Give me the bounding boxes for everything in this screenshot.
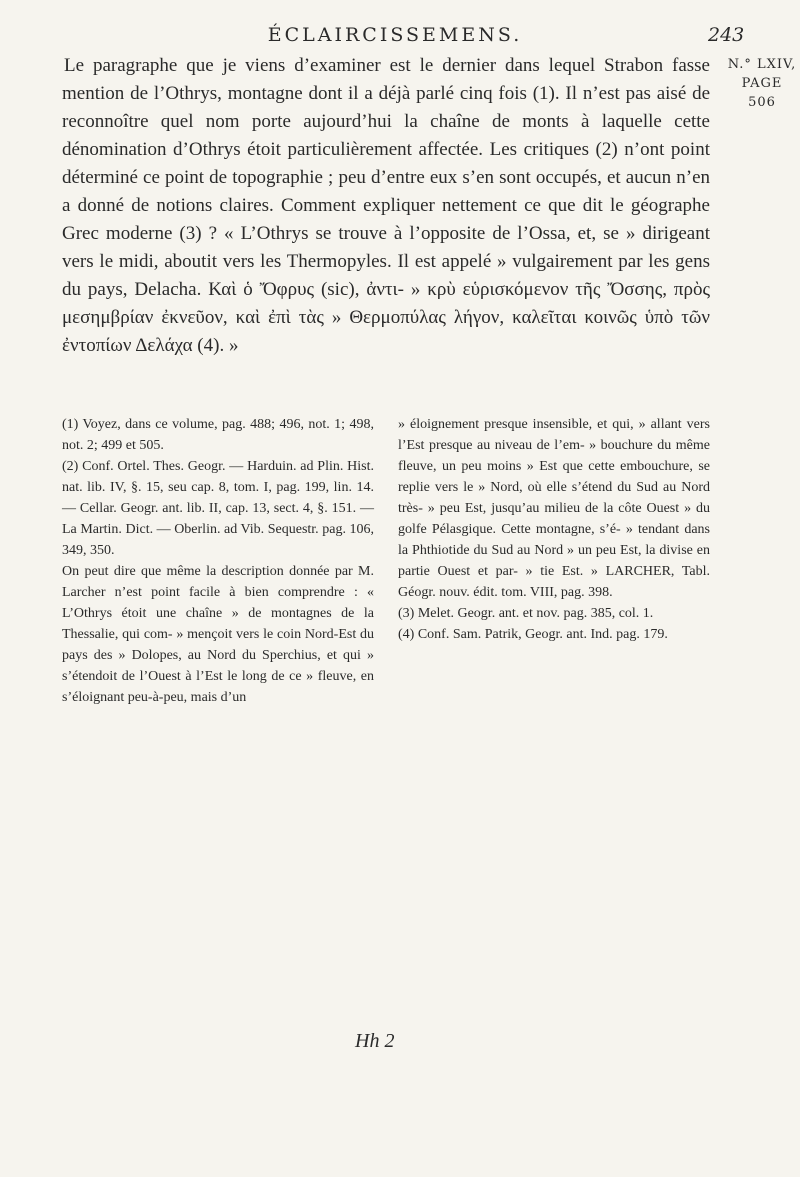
footnote-2: (2) Conf. Ortel. Thes. Geogr. — Harduin. ad Plin. Hist. nat. lib. IV, §. 15, seu cap. 8, tom. I, pag. 199, lin. 14. — Cellar. Geogr. ant. lib. II, cap. 13, sect. 4, §. 151. — La Martin. Dict. — Oberlin. ad Vib. Sequestr. pag. 106, 349, 350. (62, 459, 374, 558)
margin-reference (727, 55, 797, 112)
margin-reference-line-1: N.° LXIV, (727, 57, 797, 72)
footnotes-right-column (398, 414, 710, 708)
page-number: 243 (708, 24, 745, 46)
margin-reference-line-2: PAGE 506 (741, 76, 783, 110)
running-header-title: ÉCLAIRCISSEMENS. (267, 24, 523, 46)
footnote-1: (1) Voyez, dans ce volume, pag. 488; 496, not. 1; 498, not. 2; 499 et 505. (62, 417, 374, 453)
footnote-4: (4) Conf. Sam. Patrik, Geogr. ant. Ind. pag. 179. (398, 627, 668, 642)
main-paragraph: Le paragraphe que je viens d’examiner est le dernier dans lequel Strabon fasse mention de l’Othrys, montagne dont il a déjà parlé cinq fois (1). Il n’est pas aisé de reconnoître quel nom porte aujourd’hui la chaîne de monts à laquelle cette dénomination d’Othrys étoit particulièrement affectée. Les critiques (2) n’ont point déterminé ce point de topographie ; peu d’entre eux s’en sont occupés, et aucun n’en a donné de notions claires. Comment expliquer nettement ce que dit le géographe Grec moderne (3) ? « L’Othrys se trouve à l’opposite de l’Ossa, et, se » dirigeant vers le midi, aboutit vers les Thermopyles. Il est appelé » vulgairement par les gens du pays, Delacha. Καὶ ὁ Ὄφρυς (sic), ἀντι- » κρὺ εὑρισκόμενον τῆς Ὄσσης, πρὸς μεσημβρίαν ἐκνεῦον, καὶ ἐπὶ τὰς » Θερμοπύλας λήγον, καλεῖται κοινῶς ὑπὸ τῶν ἐντοπίων Δελάχα (4). » (62, 55, 710, 356)
main-text (62, 52, 710, 360)
footnotes-left-column (62, 414, 374, 708)
footnote-2-continued: On peut dire que même la description donnée par M. Larcher n’est point facile à bien comprendre : « L’Othrys étoit une chaîne » de montagnes de la Thessalie, qui com- » mençoit vers le coin Nord-Est du pays des » Dolopes, au Nord du Sperchius, et qui » s’étendoit de l’Ouest à l’Est le long de ce » fleuve, en s’éloignant peu-à-peu, mais d’un (62, 564, 374, 705)
footnotes (62, 414, 710, 708)
footnote-2-quote-end: » éloignement presque insensible, et qui, » allant vers l’Est presque au niveau de l’em- » bouchure du même fleuve, un peu moins » Est que cette embouchure, se replie vers le » Nord, où elle s’étend du Sud au Nord très- » peu Est, jusqu’au milieu de la côte Ouest » du golfe Pélasgique. Cette montagne, s’é- » tendant dans la Phthiotide du Sud au Nord » un peu Est, la divise en partie Ouest et par- » tie Est. » LARCHER, Tabl. Géogr. nouv. édit. tom. VIII, pag. 398. (398, 417, 710, 600)
footnote-3: (3) Melet. Geogr. ant. et nov. pag. 385, col. 1. (398, 606, 654, 621)
signature-mark: Hh 2 (355, 1030, 395, 1052)
